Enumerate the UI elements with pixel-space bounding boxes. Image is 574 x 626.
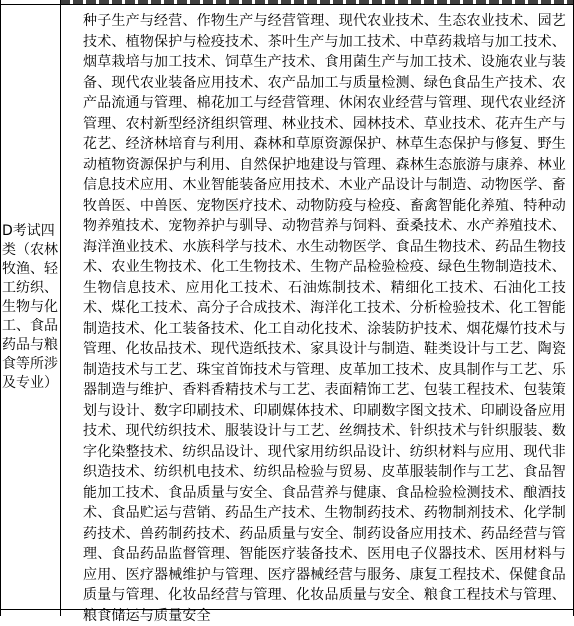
row-divider-top [0,4,574,5]
majors-list-cell: 种子生产与经营、作物生产与经营管理、现代农业技术、生态农业技术、园艺技术、植物保护与检疫技术、茶叶生产与加工技术、中草药栽培与加工技术、烟草栽培与加工技术、饲草生产技术、食用菌生产与加工技术、设施农业与装备、现代农业装备应用技术、农产品加工与质量检测、绿色食品生产技术、农产品流通与管理、棉花加工与经营管理、休闲农业经营与管理、现代农业经济管理、农村新型经济组织管理、林业技术、园林技术、草业技术、花卉生产与花艺、经济林培育与利用、森林和草原资源保护、林草生态保护与修复、野生动植物资源保护与利用、自然保护地建设与管理、森林生态旅游与康养、林业信息技术应用、木业智能装备应用技术、木业产品设计与制造、动物医学、畜牧兽医、中兽医、宠物医疗技术、动物防疫与检疫、畜禽智能化养殖、特种动物养殖技术、宠物养护与驯导、动物营养与饲料、蚕桑技术、水产养殖技术、海洋渔业技术、水族科学与技术、水生动物医学、食品生物技术、药品生物技术、农业生物技术、化工生物技术、生物产品检验检疫、绿色生物制造技术、生物信息技术、应用化工技术、石油炼制技术、精细化工技术、石油化工技术、煤化工技术、高分子合成技术、海洋化工技术、分析检验技术、化工智能制造技术、化工装备技术、化工自动化技术、涂装防护技术、烟花爆竹技术与管理、化妆品技术、现代造纸技术、家具设计与制造、鞋类设计与工艺、陶瓷制造技术与工艺、珠宝首饰技术与管理、皮革加工技术、皮具制作与工艺、乐器制造与维护、香料香精技术与工艺、表面精饰工艺、包装工程技术、包装策划与设计、数字印刷技术、印刷媒体技术、印刷数字图文技术、印刷设备应用技术、现代纺织技术、服装设计与工艺、丝绸技术、针织技术与针织服装、数字化染整技术、纺织品设计、现代家用纺织品设计、纺织材料与应用、现代非织造技术、纺织机电技术、纺织品检验与贸易、皮革服装制作与工艺、食品智能加工技术、食品质量与安全、食品营养与健康、食品检验检测技术、酿酒技术、食品贮运与营销、药品生产技术、生物制药技术、药物制剂技术、化学制药技术、兽药制药技术、药品质量与安全、制药设备应用技术、药品经营与管理、食品药品监督管理、智能医疗装备技术、医用电子仪器技术、医用材料与应用、医疗器械维护与管理、医疗器械经营与服务、康复工程技术、保健食品质量与管理、化妆品经营与管理、化妆品质量与安全、粮食工程技术与管理、粮食储运与质量安全 [83,13,566,624]
column-divider [60,0,61,616]
category-cell: D考试四类（农林牧渔、轻工纺织、生物与化工、食品药品与粮食等所涉及专业） [2,223,58,391]
table-border-left [0,0,1,616]
